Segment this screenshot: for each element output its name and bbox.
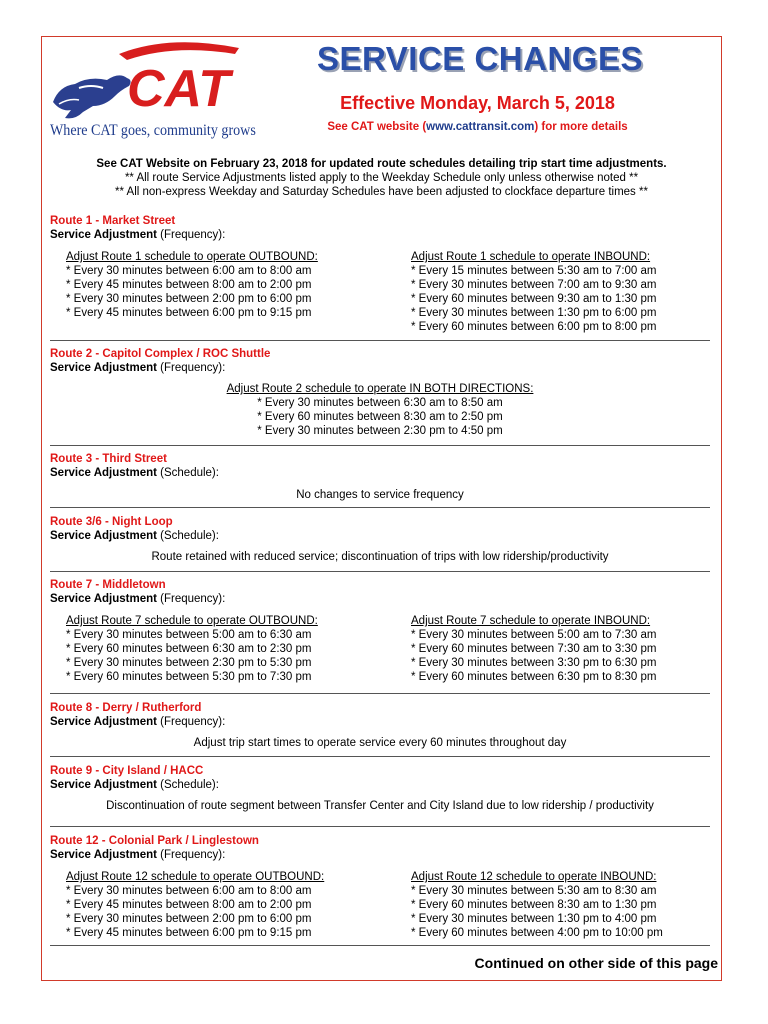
- schedule-line: * Every 30 minutes between 5:00 am to 6:30 am: [66, 629, 312, 641]
- logo-wordmark: CAT: [127, 60, 231, 118]
- route-title: Route 3/6 - Night Loop: [50, 516, 173, 528]
- route-section: [50, 214, 710, 333]
- route-title: Route 2 - Capitol Complex / ROC Shuttle: [50, 348, 271, 360]
- route-title: Route 12 - Colonial Park / Linglestown: [50, 835, 259, 847]
- adjustment-label: Service Adjustment: [50, 530, 157, 542]
- adjustment-label: Service Adjustment: [50, 362, 157, 374]
- schedule-line: * Every 45 minutes between 8:00 am to 2:00 pm: [66, 279, 312, 291]
- schedule-line: * Every 60 minutes between 7:30 am to 3:30 pm: [411, 643, 657, 655]
- adjustment-label: Service Adjustment: [50, 779, 157, 791]
- route-title: Route 7 - Middletown: [50, 579, 166, 591]
- schedule-line: * Every 30 minutes between 6:00 am to 8:00 am: [66, 885, 312, 897]
- adjustment-type: (Frequency):: [156, 229, 226, 241]
- section-divider: [50, 445, 710, 446]
- schedule-line: * Every 30 minutes between 7:00 am to 9:30 am: [411, 279, 657, 291]
- route-note: No changes to service frequency: [296, 489, 464, 501]
- schedule-line: * Every 45 minutes between 6:00 pm to 9:15 pm: [66, 927, 312, 939]
- schedule-line: * Every 30 minutes between 2:30 pm to 4:50 pm: [257, 425, 503, 437]
- schedule-line: * Every 30 minutes between 5:30 am to 8:30 am: [411, 885, 657, 897]
- adjustment-line: [50, 466, 710, 480]
- adjustment-line: [50, 529, 710, 543]
- both-directions-block: [50, 382, 710, 438]
- schedule-line: * Every 60 minutes between 6:30 pm to 8:30 pm: [411, 671, 657, 683]
- schedule-line: * Every 45 minutes between 8:00 am to 2:00 pm: [66, 899, 312, 911]
- adjustment-line: [50, 228, 710, 242]
- schedule-line: * Every 30 minutes between 1:30 pm to 4:00 pm: [411, 913, 657, 925]
- schedule-line: * Every 30 minutes between 1:30 pm to 6:00 pm: [411, 307, 657, 319]
- adjustment-type: (Schedule):: [156, 779, 219, 791]
- adjustment-label: Service Adjustment: [50, 229, 157, 241]
- adjustment-line: [50, 592, 710, 606]
- page-title: SERVICE CHANGES: [317, 40, 643, 77]
- intro-line-1: See CAT Website on February 23, 2018 for updated route schedules detailing trip start time adjustments.: [96, 158, 667, 170]
- route-title: Route 9 - City Island / HACC: [50, 765, 204, 777]
- schedule-line: * Every 30 minutes between 6:00 am to 8:00 am: [66, 265, 312, 277]
- outbound-column: [66, 614, 318, 684]
- logo-tagline: Where CAT goes, community grows: [50, 122, 256, 139]
- outbound-heading: Adjust Route 12 schedule to operate OUTBOUND:: [66, 871, 325, 883]
- adjustment-label: Service Adjustment: [50, 716, 157, 728]
- schedule-line: * Every 60 minutes between 6:00 pm to 8:00 pm: [411, 321, 657, 333]
- website-line: [300, 121, 655, 133]
- inbound-heading: Adjust Route 1 schedule to operate INBOUND:: [411, 251, 651, 263]
- adjustment-type: (Frequency):: [156, 593, 226, 605]
- route-title: Route 3 - Third Street: [50, 453, 167, 465]
- website-prefix: See CAT website (: [327, 121, 427, 133]
- schedule-line: * Every 60 minutes between 9:30 am to 1:30 pm: [411, 293, 657, 305]
- website-suffix: ) for more details: [534, 121, 628, 133]
- adjustment-line: [50, 848, 710, 862]
- inbound-column: [411, 870, 663, 940]
- adjustment-line: [50, 778, 710, 792]
- schedule-line: * Every 45 minutes between 6:00 pm to 9:15 pm: [66, 307, 312, 319]
- schedule-line: * Every 60 minutes between 8:30 am to 2:50 pm: [257, 411, 503, 423]
- schedule-line: * Every 30 minutes between 2:30 pm to 5:30 pm: [66, 657, 312, 669]
- inbound-heading: Adjust Route 12 schedule to operate INBOUND:: [411, 871, 657, 883]
- schedule-line: * Every 60 minutes between 4:00 pm to 10:00 pm: [411, 927, 663, 939]
- adjustment-label: Service Adjustment: [50, 849, 157, 861]
- section-divider: [50, 571, 710, 572]
- section-divider: [50, 693, 710, 694]
- adjustment-type: (Frequency):: [156, 849, 226, 861]
- route-section: [50, 764, 710, 812]
- adjustment-label: Service Adjustment: [50, 467, 157, 479]
- route-section: [50, 515, 710, 563]
- schedule-line: * Every 30 minutes between 6:30 am to 8:50 am: [257, 397, 503, 409]
- adjustment-label: Service Adjustment: [50, 593, 157, 605]
- adjustment-type: (Schedule):: [156, 530, 219, 542]
- route-title: Route 8 - Derry / Rutherford: [50, 702, 202, 714]
- intro-line-3: ** All non-express Weekday and Saturday Schedules have been adjusted to clockface departure times **: [115, 186, 648, 198]
- route-section: [50, 452, 710, 501]
- schedule-line: * Every 60 minutes between 5:30 pm to 7:30 pm: [66, 671, 312, 683]
- continued-note: Continued on other side of this page: [474, 955, 718, 971]
- route-section: [50, 834, 710, 939]
- website-link[interactable]: www.cattransit.com: [426, 121, 535, 133]
- schedule-line: * Every 30 minutes between 3:30 pm to 6:30 pm: [411, 657, 657, 669]
- route-section: [50, 701, 710, 749]
- adjustment-type: (Frequency):: [156, 716, 226, 728]
- section-divider: [50, 507, 710, 508]
- inbound-column: [411, 614, 656, 684]
- section-divider: [50, 826, 710, 827]
- route-note: Route retained with reduced service; discontinuation of trips with low ridership/productivity: [151, 551, 609, 563]
- route-section: [50, 578, 710, 683]
- section-divider: [50, 756, 710, 757]
- schedule-line: * Every 60 minutes between 8:30 am to 1:30 pm: [411, 899, 657, 911]
- both-directions-heading: Adjust Route 2 schedule to operate IN BOTH DIRECTIONS:: [226, 383, 534, 395]
- schedule-line: * Every 15 minutes between 5:30 am to 7:00 am: [411, 265, 657, 277]
- route-note: Discontinuation of route segment between Transfer Center and City Island due to low ridership / productivity: [106, 800, 654, 812]
- intro-line-2: ** All route Service Adjustments listed apply to the Weekday Schedule only unless otherwise noted **: [124, 172, 639, 184]
- outbound-heading: Adjust Route 1 schedule to operate OUTBOUND:: [66, 251, 318, 263]
- schedule-line: * Every 30 minutes between 2:00 pm to 6:00 pm: [66, 913, 312, 925]
- intro-notes: [41, 157, 722, 199]
- adjustment-line: [50, 361, 710, 375]
- outbound-column: [66, 870, 324, 940]
- inbound-column: [411, 250, 656, 334]
- route-section: [50, 347, 710, 437]
- adjustment-line: [50, 715, 710, 729]
- section-divider: [50, 340, 710, 341]
- schedule-line: * Every 30 minutes between 5:00 am to 7:30 am: [411, 629, 657, 641]
- route-title: Route 1 - Market Street: [50, 215, 176, 227]
- section-divider: [50, 945, 710, 946]
- outbound-heading: Adjust Route 7 schedule to operate OUTBOUND:: [66, 615, 318, 627]
- effective-date: Effective Monday, March 5, 2018: [340, 93, 615, 113]
- adjustment-type: (Schedule):: [156, 467, 219, 479]
- adjustment-type: (Frequency):: [156, 362, 226, 374]
- route-note: Adjust trip start times to operate service every 60 minutes throughout day: [193, 737, 567, 749]
- schedule-line: * Every 60 minutes between 6:30 am to 2:30 pm: [66, 643, 312, 655]
- schedule-line: * Every 30 minutes between 2:00 pm to 6:00 pm: [66, 293, 312, 305]
- outbound-column: [66, 250, 318, 320]
- inbound-heading: Adjust Route 7 schedule to operate INBOUND:: [411, 615, 651, 627]
